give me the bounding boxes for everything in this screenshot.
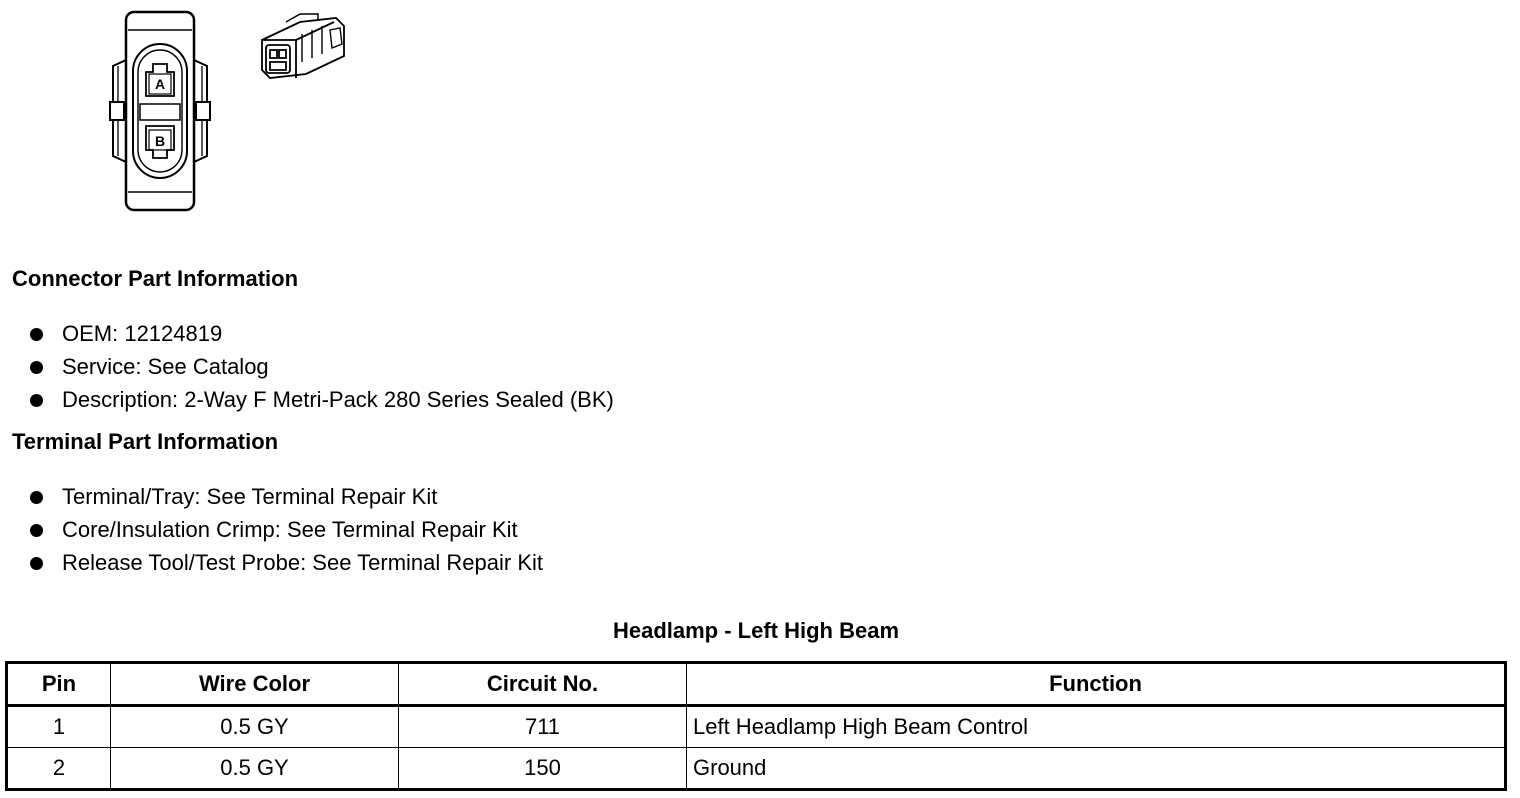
list-item-text: Description: 2-Way F Metri-Pack 280 Series Sealed (BK)	[62, 387, 614, 412]
connector-face-view	[110, 12, 210, 210]
connector-part-info-list	[30, 320, 614, 419]
terminal-part-info-heading: Terminal Part Information	[12, 429, 279, 454]
pin-label-a: A	[154, 76, 166, 92]
pinout-table-title: Headlamp - Left High Beam	[612, 618, 900, 643]
bullet-icon	[30, 394, 43, 407]
cell-pin: 2	[7, 748, 111, 790]
pinout-table	[5, 661, 1507, 791]
list-item	[30, 549, 543, 582]
bullet-icon	[30, 361, 43, 374]
column-header-circuit-no: Circuit No.	[399, 663, 687, 706]
list-item-text: Core/Insulation Crimp: See Terminal Repair Kit	[62, 517, 518, 542]
list-item	[30, 386, 614, 419]
cell-function: Ground	[687, 748, 1506, 790]
bullet-icon	[30, 557, 43, 570]
terminal-part-info-list	[30, 483, 543, 582]
list-item	[30, 320, 614, 353]
column-header-pin: Pin	[7, 663, 111, 706]
table-row	[7, 748, 1506, 790]
cell-wire-color: 0.5 GY	[111, 706, 399, 748]
connector-part-info-heading: Connector Part Information	[12, 266, 299, 291]
cell-pin: 1	[7, 706, 111, 748]
bullet-icon	[30, 328, 43, 341]
list-item	[30, 516, 543, 549]
table-row	[7, 706, 1506, 748]
bullet-icon	[30, 524, 43, 537]
list-item	[30, 483, 543, 516]
cell-circuit-no: 711	[399, 706, 687, 748]
column-header-wire-color: Wire Color	[111, 663, 399, 706]
column-header-function: Function	[687, 663, 1506, 706]
cell-wire-color: 0.5 GY	[111, 748, 399, 790]
bullet-icon	[30, 491, 43, 504]
connector-iso-view	[262, 14, 344, 78]
list-item-text: Terminal/Tray: See Terminal Repair Kit	[62, 484, 438, 509]
list-item-text: OEM: 12124819	[62, 321, 223, 346]
cell-function: Left Headlamp High Beam Control	[687, 706, 1506, 748]
list-item-text: Release Tool/Test Probe: See Terminal Repair Kit	[62, 550, 543, 575]
list-item-text: Service: See Catalog	[62, 354, 269, 379]
cell-circuit-no: 150	[399, 748, 687, 790]
list-item	[30, 353, 614, 386]
connector-diagram	[0, 0, 380, 220]
pin-label-b: B	[154, 133, 166, 149]
table-header-row	[7, 663, 1506, 706]
